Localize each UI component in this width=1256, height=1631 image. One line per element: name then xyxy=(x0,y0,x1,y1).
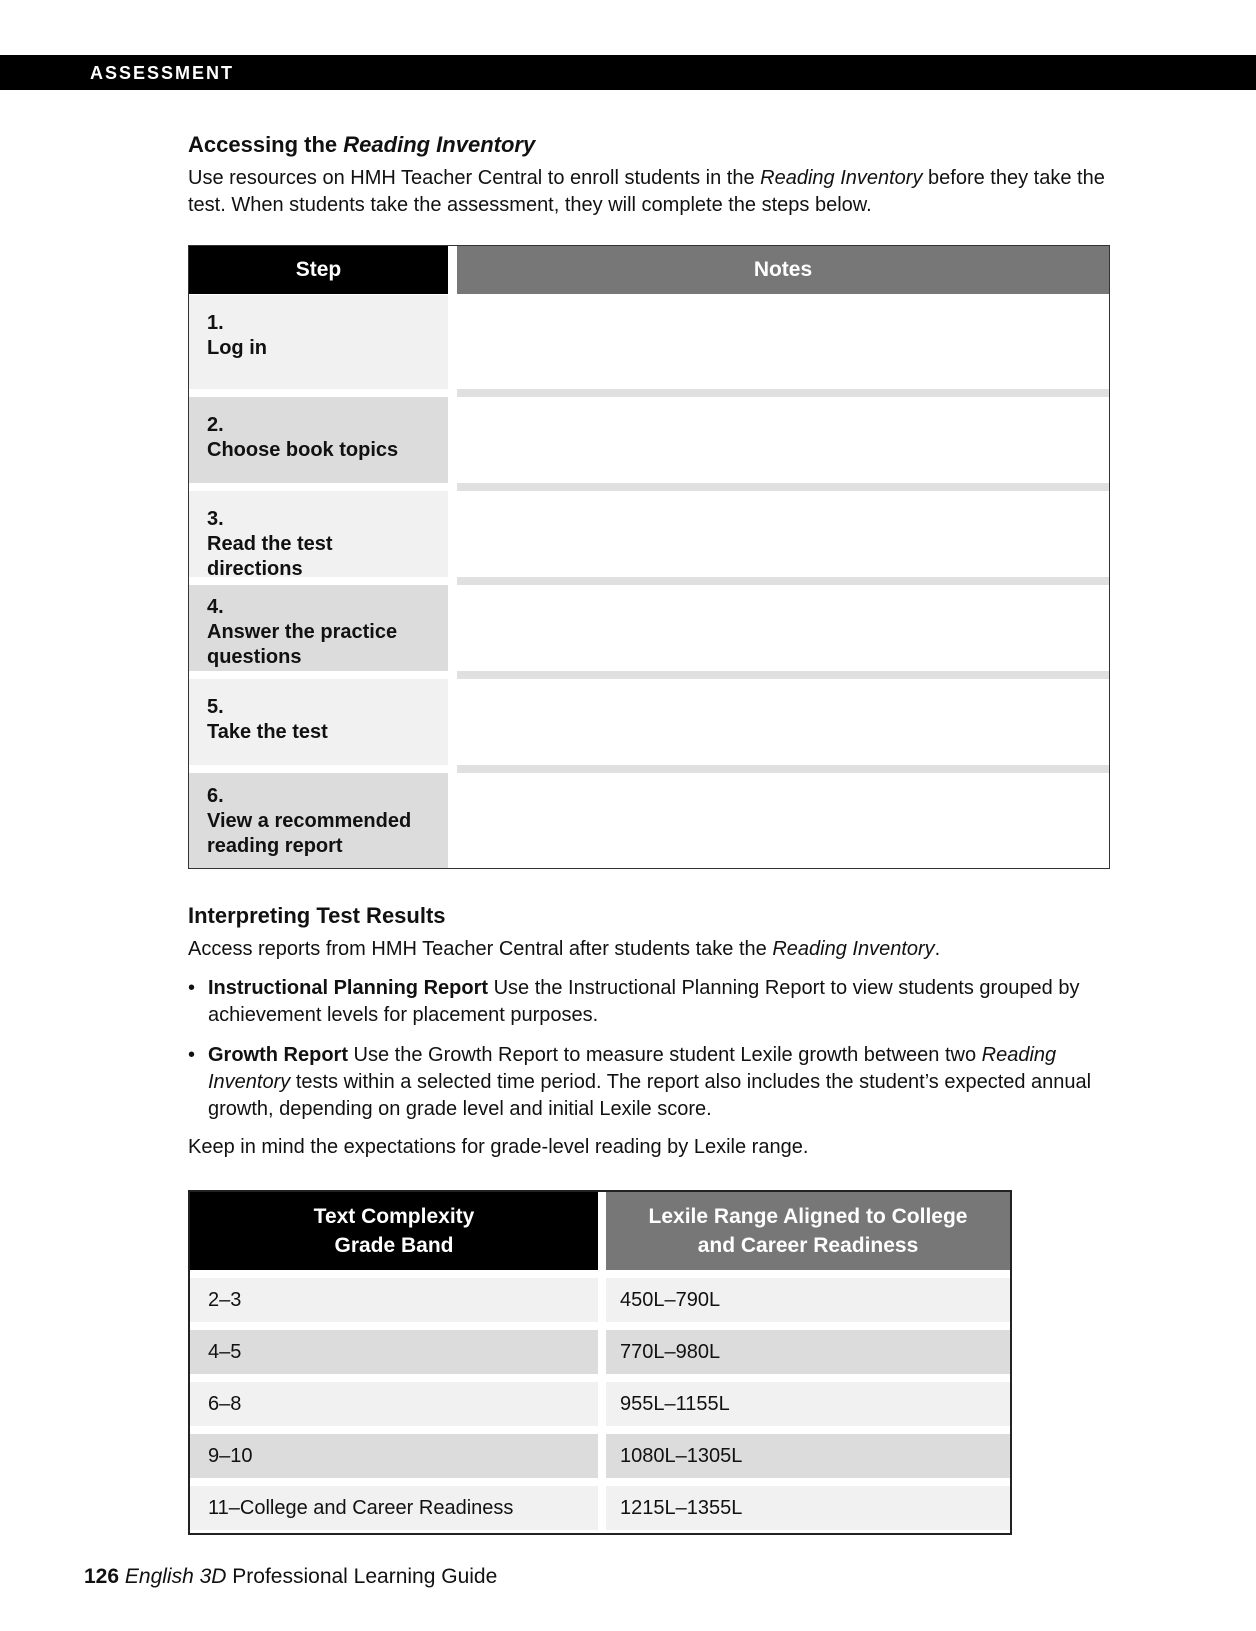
lexile-range-cell: 1080L–1305L xyxy=(606,1434,1010,1478)
step-row-1: 1.Log in xyxy=(189,295,448,389)
lexile-range-cell: 1215L–1355L xyxy=(606,1486,1010,1530)
grade-band-cell: 2–3 xyxy=(190,1278,598,1322)
grade-band-cell: 6–8 xyxy=(190,1382,598,1426)
step-row-4: 4.Answer the practice questions xyxy=(189,585,448,671)
grade-band-cell: 11–College and Career Readiness xyxy=(190,1486,598,1530)
steps-table xyxy=(188,245,1110,869)
footer-title-rest: Professional Learning Guide xyxy=(226,1565,498,1588)
footer-book-title: English 3D xyxy=(124,1565,227,1588)
lexile-range-cell: 770L–980L xyxy=(606,1330,1010,1374)
interpreting-heading: Interpreting Test Results xyxy=(188,903,446,928)
step-row-2: 2.Choose book topics xyxy=(189,397,448,483)
notes-row-separator xyxy=(457,577,1109,585)
step-row-6: 6.View a recommended reading report xyxy=(189,773,448,868)
interpreting-section xyxy=(188,903,1110,1161)
step-column-header: Step xyxy=(189,246,448,294)
notes-row-separator xyxy=(457,483,1109,491)
step-row-3: 3.Read the test directions xyxy=(189,491,448,577)
notes-column-header: Notes xyxy=(457,246,1109,294)
accessing-heading: Accessing the Reading Inventory xyxy=(188,132,536,157)
accessing-intro: Use resources on HMH Teacher Central to enroll students in the Reading Inventory before they take the test. When students take the assessment, they will complete the steps below. xyxy=(188,167,1105,216)
lexile-range-cell: 955L–1155L xyxy=(606,1382,1010,1426)
list-item-growth-report: • Growth Report Use the Growth Report to measure student Lexile growth between two Reading Inventory tests within a selected time period. The report also includes the student’s expected annual growth, depending on grade level and initial Lexile score. xyxy=(188,1044,1092,1120)
lexile-range-cell: 450L–790L xyxy=(606,1278,1010,1322)
section-label: ASSESSMENT xyxy=(90,63,235,83)
accessing-section xyxy=(188,132,1110,219)
page-footer xyxy=(84,1565,497,1589)
interpreting-outro: Keep in mind the expectations for grade-level reading by Lexile range. xyxy=(188,1136,809,1158)
page-number: 126 xyxy=(84,1565,120,1588)
lexile-range-column-header: Lexile Range Aligned to College and Career Readiness xyxy=(606,1192,1010,1270)
report-list xyxy=(188,975,1110,1123)
step-row-5: 5.Take the test xyxy=(189,679,448,765)
lexile-table xyxy=(188,1190,1012,1535)
notes-row-separator xyxy=(457,765,1109,773)
list-item-instructional-planning: • Instructional Planning Report Use the Instructional Planning Report to view students grouped by achievement levels for placement purposes. xyxy=(188,977,1080,1026)
notes-row-separator xyxy=(457,389,1109,397)
grade-band-cell: 4–5 xyxy=(190,1330,598,1374)
notes-row-separator xyxy=(457,671,1109,679)
grade-band-cell: 9–10 xyxy=(190,1434,598,1478)
grade-band-column-header: Text Complexity Grade Band xyxy=(190,1192,598,1270)
interpreting-intro: Access reports from HMH Teacher Central after students take the Reading Inventory. xyxy=(188,938,941,960)
section-header-bar xyxy=(0,55,1256,90)
